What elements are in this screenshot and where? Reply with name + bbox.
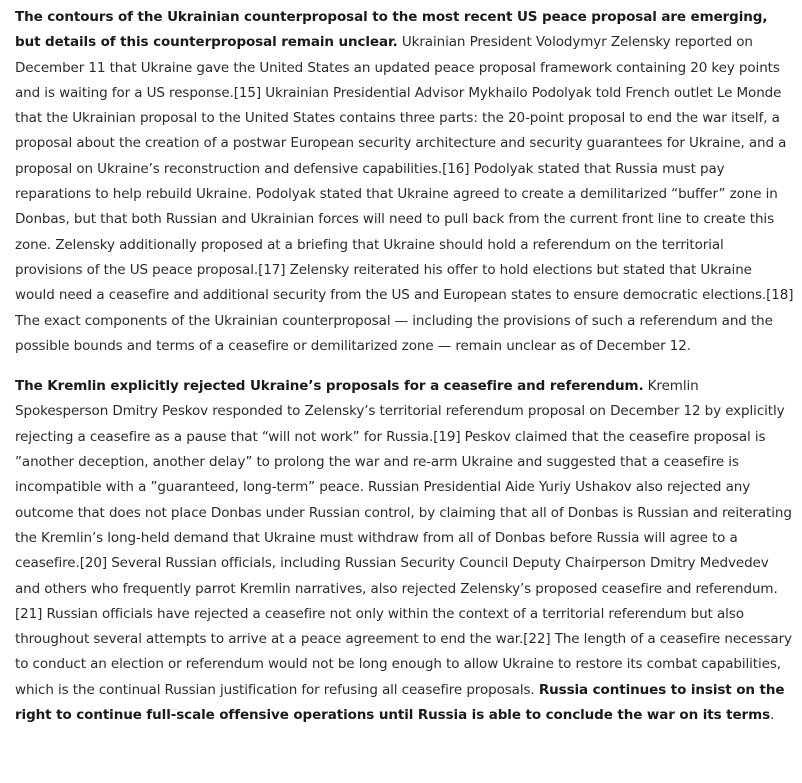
- paragraph-lead: The Kremlin explicitly rejected Ukraine’s proposals for a ceasefire and referendum.: [15, 378, 644, 395]
- article-body: [15, 5, 795, 728]
- paragraph-text: Ukrainian President Volodymyr Zelensky reported on December 11 that Ukraine gave the United States an updated peace proposal framework containing 20 key points and is waiting for a US response.[15] Ukrainian Presidential Advisor Mykhailo Podolyak told French outlet Le Monde that the Ukrainian proposal to the United States contains three parts: the 20-point proposal to end the war itself, a proposal about the creation of a postwar European security architecture and security guarantees for Ukraine, and a proposal on Ukraine’s reconstruction and defensive capabilities.[16] Podolyak stated that Russia must pay reparations to help rebuild Ukraine. Podolyak stated that Ukraine agreed to create a demilitarized “buffer” zone in Donbas, but that both Russian and Ukrainian forces will need to pull back from the current front line to create this zone. Zelensky additionally proposed at a briefing that Ukraine should hold a referendum on the territorial provisions of the US peace proposal.[17] Zelensky reiterated his offer to hold elections but stated that Ukraine would need a ceasefire and additional security from the US and European states to ensure democratic elections.[18] The exact components of the Ukrainian counterproposal — including the provisions of such a referendum and the possible bounds and terms of a ceasefire or demilitarized zone — remain unclear as of December 12.: [15, 34, 794, 354]
- paragraph-closing-statement: Russia continues to insist on the right to continue full-scale offensive operations until Russia is able to conclude the war on its terms: [15, 681, 785, 724]
- paragraph-end-punctuation: .: [770, 707, 775, 724]
- paragraph-text: Kremlin Spokesperson Dmitry Peskov responded to Zelensky’s territorial referendum proposal on December 12 by explicitly rejecting a ceasefire as a pause that “will not work” for Russia.[19] Peskov claimed that the ceasefire proposal is ”another deception, another delay” to prolong the war and re-arm Ukraine and suggested that a ceasefire is incompatible with a ”guaranteed, long-term” peace. Russian Presidential Aide Yuriy Ushakov also rejected any outcome that does not place Donbas under Russian control, by claiming that all of Donbas is Russian and reiterating the Kremlin’s long-held demand that Ukraine must withdraw from all of Donbas before Russia will agree to a ceasefire.[20] Several Russian officials, including Russian Security Council Deputy Chairperson Dmitry Medvedev and others who frequently parrot Kremlin narratives, also rejected Zelensky’s proposed ceasefire and referendum.[21] Russian officials have rejected a ceasefire not only within the context of a territorial referendum but also throughout several attempts to arrive at a peace agreement to end the war.[22] The length of a ceasefire necessary to conduct an election or referendum would not be long enough to allow Ukraine to restore its combat capabilities, which is the continual Russian justification for refusing all ceasefire proposals.: [15, 378, 792, 698]
- paragraph-lead: The contours of the Ukrainian counterproposal to the most recent US peace proposal are emerging, but details of this counterproposal remain unclear.: [15, 9, 768, 51]
- paragraph-counterproposal: [15, 5, 795, 359]
- paragraph-kremlin-rejection: [15, 374, 795, 728]
